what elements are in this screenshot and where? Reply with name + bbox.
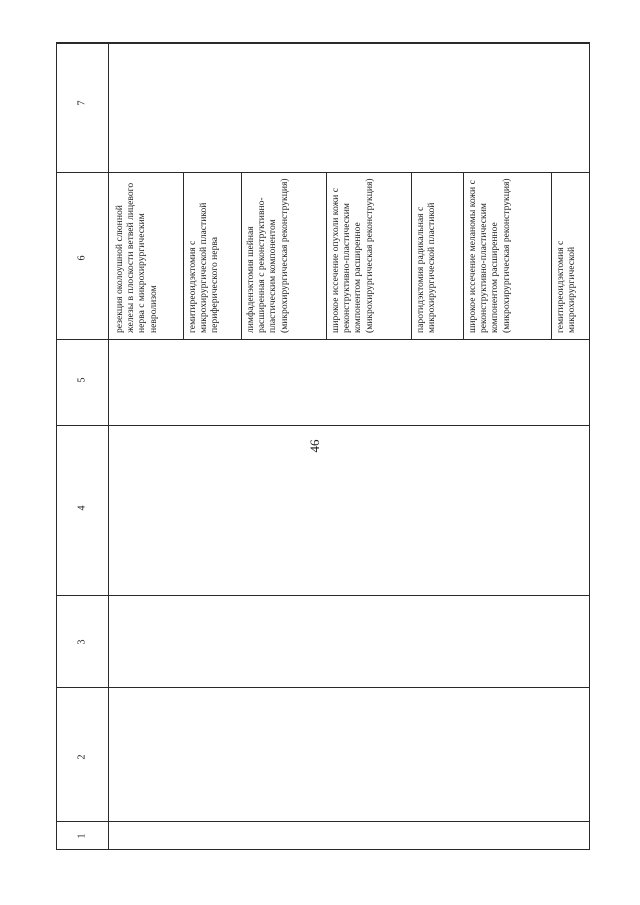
- row-divider: [241, 172, 242, 339]
- column-number-5: 5: [76, 377, 88, 383]
- column-boundary: [57, 172, 589, 173]
- column-boundary: [57, 43, 589, 44]
- column-boundary: [57, 687, 589, 688]
- row-divider: [551, 172, 552, 339]
- column-divider: [108, 43, 109, 849]
- row-divider: [183, 172, 184, 339]
- row-divider: [411, 172, 412, 339]
- procedure-cell: широкое иссечение опухоли кожи с реконструктивно-пластическим компонентом расширенное (микрохирургическая реконструкция): [330, 178, 375, 333]
- column-boundary: [57, 595, 589, 596]
- row-divider: [463, 172, 464, 339]
- page-number: 46: [307, 439, 322, 453]
- column-number-1: 1: [76, 833, 88, 839]
- procedure-cell: лимфаденэктомия шейная расширенная с реконструктивно-пластическим компонентом (микрохирургическая реконструкция): [245, 178, 290, 333]
- rotated-table: [56, 42, 590, 850]
- column-boundary: [57, 821, 589, 822]
- procedure-cell: гемитиреоидэктомия с микрохирургической пластикой периферического нерва: [187, 202, 221, 333]
- procedure-cell: гемитиреоидэктомия с микрохирургической: [555, 240, 578, 333]
- row-divider: [326, 172, 327, 339]
- column-number-2: 2: [76, 754, 88, 760]
- procedure-cell: резекция околоушной слюнной железы в плоскости ветвей лицевого нерва с микрохирургическим невролизом: [114, 182, 159, 333]
- procedure-cell: паротидэктомия радикальная с микрохирургической пластикой: [415, 202, 438, 333]
- column-number-4: 4: [76, 505, 88, 511]
- column-number-6: 6: [76, 255, 88, 261]
- column-boundary: [57, 425, 589, 426]
- column-number-3: 3: [76, 639, 88, 645]
- procedure-cell: широкое иссечение меланомы кожи с реконструктивно-пластическим компонентом расширенное (микрохирургическая реконструкция): [467, 178, 512, 333]
- column-number-7: 7: [76, 100, 88, 106]
- column-boundary: [57, 339, 589, 340]
